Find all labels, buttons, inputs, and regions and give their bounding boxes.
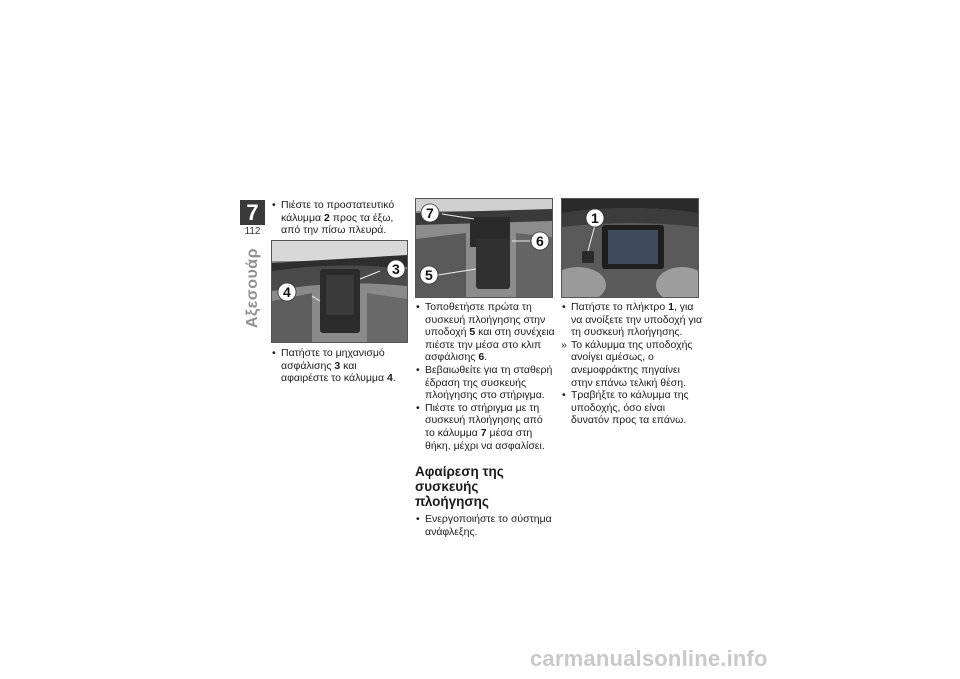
svg-text:3: 3 xyxy=(392,261,400,277)
photo-navigator-cover xyxy=(271,240,408,343)
callout-4 xyxy=(278,283,296,301)
column-2 xyxy=(415,301,555,538)
instruction-step: • Ενεργοποιήστε το σύστημα ανάφλεξης. xyxy=(415,513,555,538)
photo-navigator-mount xyxy=(415,198,553,298)
chapter-title: Αξεσουάρ xyxy=(244,247,261,329)
instruction-step: • Τοποθετήστε πρώτα τη συσκευή πλοήγησης στην υποδοχή 5 και στη συνέχεια πιέστε την μέσα στο κλιπ ασφάλισης 6. xyxy=(415,301,555,364)
instruction-step: • Βεβαιωθείτε για τη σταθερή έδραση της συσκευής πλοήγησης στο στήριγμα. xyxy=(415,364,555,402)
callout-6 xyxy=(531,232,549,250)
photo-dashboard-button xyxy=(561,198,699,298)
svg-text:6: 6 xyxy=(536,233,544,249)
instruction-step: • Πιέστε το στήριγμα με τη συσκευή πλοήγησης από το κάλυμμα 7 μέσα στη θήκη, μέχρι να ασφαλίσει. xyxy=(415,402,555,452)
watermark: carmanualsonline.info xyxy=(530,646,768,671)
svg-text:4: 4 xyxy=(283,284,291,300)
instruction-step: • Πιέστε το προστατευτικό κάλυμμα 2 προς τα έξω, από την πίσω πλευρά. xyxy=(271,199,406,237)
svg-text:7: 7 xyxy=(426,205,434,221)
column-1 xyxy=(271,199,406,237)
callout-3 xyxy=(387,260,405,278)
svg-text:1: 1 xyxy=(591,210,599,226)
column-3 xyxy=(561,301,703,427)
chapter-number: 7 xyxy=(240,200,265,225)
column-1-lower xyxy=(271,347,406,385)
page-number: 112 xyxy=(244,226,261,237)
instruction-step: • Πατήστε το πλήκτρο 1, για να ανοίξετε την υποδοχή για τη συσκευή πλοήγησης. xyxy=(561,301,703,339)
svg-text:5: 5 xyxy=(425,267,433,283)
callout-1 xyxy=(586,209,604,227)
callout-5 xyxy=(420,266,438,284)
callout-7 xyxy=(421,204,439,222)
section-heading: Αφαίρεση της συσκευής πλοήγησης xyxy=(415,464,504,510)
instruction-step: • Πατήστε το μηχανισμό ασφάλισης 3 και αφαιρέστε το κάλυμμα 4. xyxy=(271,347,406,385)
instruction-result: » Το κάλυμμα της υποδοχής ανοίγει αμέσως, ο ανεμοφράκτης πηγαίνει στην επάνω τελική θέση. xyxy=(561,339,703,389)
instruction-step: • Τραβήξτε το κάλυμμα της υποδοχής, όσο είναι δυνατόν προς τα επάνω. xyxy=(561,389,703,427)
